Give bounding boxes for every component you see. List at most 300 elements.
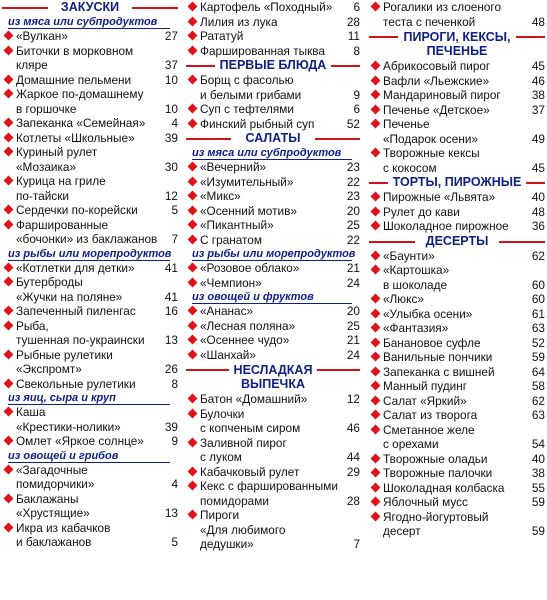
red-diamond-bullet-icon xyxy=(4,522,14,532)
recipe-entry[interactable] xyxy=(2,73,178,88)
recipe-entry[interactable] xyxy=(2,218,178,247)
red-diamond-bullet-icon xyxy=(188,277,198,287)
recipe-name: «Вечерний» xyxy=(200,160,267,174)
red-diamond-bullet-icon xyxy=(188,220,198,230)
subsection-heading: из мяса или субпродуктов xyxy=(186,146,360,160)
page-number: 7 xyxy=(171,232,178,246)
section-heading xyxy=(186,131,360,146)
recipe-entry[interactable] xyxy=(369,466,545,481)
red-diamond-bullet-icon xyxy=(188,162,198,172)
red-diamond-bullet-icon xyxy=(4,349,14,359)
recipe-entry[interactable] xyxy=(186,160,360,175)
red-diamond-bullet-icon xyxy=(4,378,14,388)
red-diamond-bullet-icon xyxy=(4,74,14,84)
page-number: 30 xyxy=(164,159,178,174)
recipe-entry[interactable] xyxy=(186,15,360,30)
recipe-name: Рыба, тушенная по-украински xyxy=(16,318,145,347)
page-number: 54 xyxy=(531,437,545,451)
recipe-entry[interactable] xyxy=(369,219,545,234)
recipe-entry[interactable] xyxy=(186,29,360,44)
recipe-name: Творожные палочки xyxy=(383,466,493,480)
recipe-entry[interactable] xyxy=(186,465,360,480)
recipe-entry[interactable] xyxy=(369,146,545,175)
recipe-name: «Осенний мотив» xyxy=(200,203,297,218)
red-diamond-bullet-icon xyxy=(188,205,198,215)
page-number: 20 xyxy=(346,203,360,218)
recipe-name: Бутерброды «Жучки на поляне» xyxy=(16,275,123,304)
section-heading xyxy=(369,29,545,59)
page-number: 39 xyxy=(164,130,178,145)
page-number: 7 xyxy=(353,537,360,551)
recipe-entry[interactable] xyxy=(2,145,178,174)
recipe-name: Рулет до кави xyxy=(383,204,460,219)
recipe-entry[interactable] xyxy=(369,205,545,220)
heading-rule-left xyxy=(2,7,48,9)
red-diamond-bullet-icon xyxy=(188,335,198,345)
recipe-entry[interactable] xyxy=(369,394,545,409)
recipe-name: Суп с тефтелями xyxy=(200,102,294,116)
recipe-entry[interactable] xyxy=(369,423,545,452)
recipe-name: Творожные оладьи xyxy=(383,451,488,466)
recipe-entry[interactable] xyxy=(186,304,360,319)
red-diamond-bullet-icon xyxy=(371,424,381,434)
red-diamond-bullet-icon xyxy=(371,366,381,376)
subsection-heading: из рыбы или морепродуктов xyxy=(186,247,360,261)
page-number: 21 xyxy=(346,261,360,275)
recipe-entry[interactable] xyxy=(369,117,545,146)
red-diamond-bullet-icon xyxy=(371,250,381,260)
recipe-name: Творожные кексы с кокосом xyxy=(383,146,480,175)
recipe-entry[interactable] xyxy=(186,73,360,102)
recipe-entry[interactable] xyxy=(2,319,178,348)
red-diamond-bullet-icon xyxy=(371,104,381,114)
recipe-name: Пирожные «Львята» xyxy=(383,190,496,204)
recipe-name: «Картошка» в шоколаде xyxy=(383,263,450,292)
recipe-entry[interactable] xyxy=(2,87,178,116)
page-number: 41 xyxy=(164,260,178,275)
recipe-entry[interactable] xyxy=(369,103,545,118)
red-diamond-bullet-icon xyxy=(188,191,198,201)
red-diamond-bullet-icon xyxy=(188,510,198,520)
red-diamond-bullet-icon xyxy=(4,320,14,330)
recipe-entry[interactable] xyxy=(369,510,545,539)
page-number: 62 xyxy=(531,248,545,263)
page-number: 52 xyxy=(346,116,360,131)
page-number: 48 xyxy=(531,14,545,29)
page-number: 4 xyxy=(171,477,178,491)
recipe-entry[interactable] xyxy=(369,59,545,74)
recipe-name: Домашние пельмени xyxy=(16,72,132,87)
recipe-name: Рататуй xyxy=(200,29,244,43)
recipe-name: Баклажаны «Хрустящие» xyxy=(16,491,90,520)
recipe-entry[interactable] xyxy=(369,379,545,394)
section-heading xyxy=(369,175,545,190)
red-diamond-bullet-icon xyxy=(4,89,14,99)
red-diamond-bullet-icon xyxy=(371,381,381,391)
index-column-1 xyxy=(2,0,178,550)
heading-rule-left xyxy=(186,138,231,140)
recipe-entry[interactable] xyxy=(2,44,178,73)
recipe-entry[interactable] xyxy=(186,0,360,15)
red-diamond-bullet-icon xyxy=(4,262,14,272)
red-diamond-bullet-icon xyxy=(4,436,14,446)
recipe-entry[interactable] xyxy=(186,508,360,552)
recipe-name: Фаршированные «бочонки» из баклажанов xyxy=(16,217,158,246)
recipe-name: Булочки с копченым сиром xyxy=(200,406,301,435)
red-diamond-bullet-icon xyxy=(4,45,14,55)
recipe-name: «Вулкан» xyxy=(16,29,68,43)
recipe-name: Запеканка с вишней xyxy=(383,364,495,379)
recipe-name: Каша «Крестики-нолики» xyxy=(16,405,121,434)
page-number: 28 xyxy=(346,14,360,29)
recipe-name: Запеченный пиленгас xyxy=(16,304,136,318)
page-number: 24 xyxy=(346,347,360,362)
recipe-name: «Ананас» xyxy=(200,304,254,318)
recipe-entry[interactable] xyxy=(2,131,178,146)
page-number: 6 xyxy=(353,102,360,116)
red-diamond-bullet-icon xyxy=(371,497,381,507)
recipe-entry[interactable] xyxy=(2,261,178,276)
page-number: 12 xyxy=(346,392,360,406)
red-diamond-bullet-icon xyxy=(4,205,14,215)
page-number: 63 xyxy=(531,408,545,422)
red-diamond-bullet-icon xyxy=(4,132,14,142)
red-diamond-bullet-icon xyxy=(188,349,198,359)
red-diamond-bullet-icon xyxy=(188,2,198,12)
page-number: 46 xyxy=(346,421,360,435)
recipe-name: Икра из кабачков и баклажанов xyxy=(16,520,111,549)
recipe-entry[interactable] xyxy=(186,319,360,334)
section-heading-text: САЛАТЫ xyxy=(241,131,306,145)
red-diamond-bullet-icon xyxy=(371,75,381,85)
recipe-entry[interactable] xyxy=(186,276,360,291)
section-heading xyxy=(2,0,178,15)
recipe-name: Батон «Домашний» xyxy=(200,392,308,406)
red-diamond-bullet-icon xyxy=(371,148,381,158)
recipe-entry[interactable] xyxy=(2,521,178,550)
page-number: 58 xyxy=(531,379,545,393)
recipe-entry[interactable] xyxy=(369,292,545,307)
red-diamond-bullet-icon xyxy=(4,118,14,128)
recipe-entry[interactable] xyxy=(186,204,360,219)
red-diamond-bullet-icon xyxy=(371,308,381,318)
recipe-entry[interactable] xyxy=(2,492,178,521)
page-number: 40 xyxy=(531,190,545,204)
page-number: 26 xyxy=(164,362,178,376)
page-number: 8 xyxy=(353,43,360,58)
recipe-name: «Баунти» xyxy=(383,248,435,263)
heading-rule-right xyxy=(132,7,178,9)
recipe-entry[interactable] xyxy=(369,307,545,322)
recipe-entry[interactable] xyxy=(369,495,545,510)
page-number: 9 xyxy=(171,434,178,448)
page-number: 23 xyxy=(346,189,360,203)
section-heading-text: ПИРОГИ, КЕКСЫ, ПЕЧЕНЬЕ xyxy=(398,30,515,58)
page-number: 25 xyxy=(346,218,360,232)
recipe-name: «Изумительный» xyxy=(200,174,294,189)
recipe-name: Мандариновый пирог xyxy=(383,88,501,102)
recipe-name: Свекольные рулетики xyxy=(16,376,136,391)
recipe-name: С гранатом xyxy=(200,232,262,247)
recipe-name: Манный пудинг xyxy=(383,379,468,393)
page-number: 22 xyxy=(346,232,360,247)
page-number: 55 xyxy=(531,480,545,495)
page-number: 48 xyxy=(531,204,545,219)
red-diamond-bullet-icon xyxy=(188,234,198,244)
page-number: 44 xyxy=(346,450,360,464)
recipe-entry[interactable] xyxy=(186,102,360,117)
recipe-name: Кабачковый рулет xyxy=(200,464,300,479)
recipe-name: Яблочный мусс xyxy=(383,495,468,509)
page-number: 24 xyxy=(346,275,360,290)
recipe-entry[interactable] xyxy=(369,336,545,351)
red-diamond-bullet-icon xyxy=(371,352,381,362)
recipe-entry[interactable] xyxy=(369,452,545,467)
red-diamond-bullet-icon xyxy=(371,265,381,275)
recipe-name: Рыбные рулетики «Экспромт» xyxy=(16,347,113,376)
recipe-entry[interactable] xyxy=(186,348,360,363)
red-diamond-bullet-icon xyxy=(4,219,14,229)
recipe-entry[interactable] xyxy=(186,189,360,204)
recipe-entry[interactable] xyxy=(186,218,360,233)
page-number: 38 xyxy=(531,466,545,480)
recipe-entry[interactable] xyxy=(186,333,360,348)
section-heading xyxy=(186,362,360,392)
red-diamond-bullet-icon xyxy=(188,118,198,128)
page-number: 29 xyxy=(346,464,360,479)
page-number: 59 xyxy=(531,524,545,538)
red-diamond-bullet-icon xyxy=(188,75,198,85)
subsection-heading: из яиц, сыра и круп xyxy=(2,391,178,405)
recipe-entry[interactable] xyxy=(2,463,178,492)
recipe-entry[interactable] xyxy=(369,408,545,423)
recipe-name: Кекс с фаршированными помидорами xyxy=(200,479,338,508)
recipe-name: Ванильные пончики xyxy=(383,350,493,364)
recipe-entry[interactable] xyxy=(186,175,360,190)
recipe-entry[interactable] xyxy=(186,233,360,248)
recipe-entry[interactable] xyxy=(369,190,545,205)
page-number: 12 xyxy=(164,188,178,203)
recipe-name: «Котлетки для детки» xyxy=(16,260,135,275)
page-number: 21 xyxy=(346,333,360,347)
page-number: 10 xyxy=(164,72,178,87)
red-diamond-bullet-icon xyxy=(4,407,14,417)
recipe-entry[interactable] xyxy=(186,261,360,276)
recipe-entry[interactable] xyxy=(186,479,360,508)
recipe-name: «Шанхай» xyxy=(200,347,256,362)
recipe-name: «Микс» xyxy=(200,189,241,203)
index-column-2 xyxy=(186,0,360,552)
red-diamond-bullet-icon xyxy=(371,206,381,216)
page-number: 20 xyxy=(346,304,360,318)
section-heading-text: ТОРТЫ, ПИРОЖНЫЕ xyxy=(388,175,527,189)
page-number: 6 xyxy=(353,0,360,14)
red-diamond-bullet-icon xyxy=(4,147,14,157)
recipe-name: Сердечки по-корейски xyxy=(16,203,138,217)
recipe-entry[interactable] xyxy=(2,275,178,304)
section-heading-text: НЕСЛАДКАЯ ВЫПЕЧКА xyxy=(229,363,318,391)
page-number: 39 xyxy=(164,419,178,434)
recipe-name: Котлеты «Школьные» xyxy=(16,130,135,145)
recipe-name: «Пикантный» xyxy=(200,218,274,232)
subsection-heading: из мяса или субпродуктов xyxy=(2,15,178,29)
red-diamond-bullet-icon xyxy=(371,192,381,202)
page-number: 52 xyxy=(531,335,545,350)
subsection-heading: из овощей и фруктов xyxy=(186,290,360,304)
recipe-name: Печенье «Подарок осени» xyxy=(383,117,479,146)
heading-rule-left xyxy=(369,241,415,243)
recipe-name: Заливной пирог с луком xyxy=(200,435,287,464)
page-number: 25 xyxy=(346,318,360,333)
red-diamond-bullet-icon xyxy=(371,61,381,71)
red-diamond-bullet-icon xyxy=(188,16,198,26)
recipe-name: «Осеннее чудо» xyxy=(200,333,290,347)
page-number: 5 xyxy=(171,203,178,217)
section-heading-text: ПЕРВЫЕ БЛЮДА xyxy=(215,58,332,72)
recipe-name: Печенье «Детское» xyxy=(383,102,490,117)
red-diamond-bullet-icon xyxy=(371,453,381,463)
recipe-name: Салат «Яркий» xyxy=(383,393,467,408)
recipe-entry[interactable] xyxy=(2,405,178,434)
recipe-entry[interactable] xyxy=(369,88,545,103)
page-number: 13 xyxy=(164,506,178,520)
page-number: 45 xyxy=(531,160,545,175)
recipe-name: Картофель «Походный» xyxy=(200,0,333,14)
recipe-entry[interactable] xyxy=(186,407,360,436)
red-diamond-bullet-icon xyxy=(188,31,198,41)
page-number: 5 xyxy=(171,535,178,549)
recipe-entry[interactable] xyxy=(186,44,360,59)
heading-rule-right xyxy=(499,241,545,243)
page-number: 28 xyxy=(346,493,360,508)
red-diamond-bullet-icon xyxy=(4,306,14,316)
red-diamond-bullet-icon xyxy=(188,176,198,186)
page-number: 27 xyxy=(164,29,178,43)
recipe-name: Пироги «Для любимого дедушки» xyxy=(200,508,286,551)
recipe-name: Сметанное желе с орехами xyxy=(383,422,475,451)
recipe-entry[interactable] xyxy=(186,392,360,407)
recipe-name: Рогалики из слоеного теста с печенкой xyxy=(383,0,502,29)
red-diamond-bullet-icon xyxy=(371,511,381,521)
index-column-3 xyxy=(369,0,545,539)
page-number: 60 xyxy=(531,292,545,306)
recipe-name: «Чемпион» xyxy=(200,275,262,290)
recipe-name: «Загадочные помидорчики» xyxy=(16,462,95,491)
red-diamond-bullet-icon xyxy=(371,323,381,333)
page-number: 16 xyxy=(164,304,178,318)
recipe-name: «Улыбка осени» xyxy=(383,306,473,321)
red-diamond-bullet-icon xyxy=(371,468,381,478)
page-number: 11 xyxy=(347,29,360,43)
recipe-entry[interactable] xyxy=(369,74,545,89)
red-diamond-bullet-icon xyxy=(371,337,381,347)
page-number: 62 xyxy=(531,393,545,408)
recipe-entry[interactable] xyxy=(369,263,545,292)
page-number: 22 xyxy=(346,174,360,189)
recipe-entry[interactable] xyxy=(2,174,178,203)
page-number: 60 xyxy=(531,277,545,292)
subsection-heading: из овощей и грибов xyxy=(2,449,178,463)
red-diamond-bullet-icon xyxy=(371,294,381,304)
recipe-name: Жаркое по-домашнему в горшочке xyxy=(16,87,144,116)
recipe-entry[interactable] xyxy=(2,203,178,218)
recipe-name: «Фантазия» xyxy=(383,321,449,335)
red-diamond-bullet-icon xyxy=(371,90,381,100)
recipe-entry[interactable] xyxy=(186,436,360,465)
recipe-entry[interactable] xyxy=(2,377,178,392)
page-number: 46 xyxy=(531,73,545,88)
recipe-entry[interactable] xyxy=(2,29,178,44)
red-diamond-bullet-icon xyxy=(371,395,381,405)
recipe-name: «Розовое облако» xyxy=(200,261,300,275)
page-number: 10 xyxy=(164,101,178,116)
heading-rule-left xyxy=(186,369,231,371)
recipe-entry[interactable] xyxy=(2,304,178,319)
page-number: 38 xyxy=(531,88,545,102)
recipe-name: Омлет «Яркое солнце» xyxy=(16,434,144,448)
recipe-entry[interactable] xyxy=(369,0,545,29)
red-diamond-bullet-icon xyxy=(188,394,198,404)
page-number: 40 xyxy=(531,451,545,466)
heading-rule-right xyxy=(315,369,360,371)
recipe-name: Запеканка «Семейная» xyxy=(16,116,146,130)
page-number: 8 xyxy=(171,376,178,391)
recipe-name: Финский рыбный суп xyxy=(200,116,315,131)
red-diamond-bullet-icon xyxy=(4,277,14,287)
page-number: 36 xyxy=(531,219,545,233)
red-diamond-bullet-icon xyxy=(188,45,198,55)
recipe-entry[interactable] xyxy=(369,249,545,264)
recipe-name: Банановое суфле xyxy=(383,335,481,350)
recipe-entry[interactable] xyxy=(2,348,178,377)
recipe-entry[interactable] xyxy=(369,481,545,496)
recipe-name: Вафли «Льежские» xyxy=(383,73,490,88)
page-number: 63 xyxy=(531,321,545,335)
red-diamond-bullet-icon xyxy=(371,410,381,420)
page-number: 41 xyxy=(164,289,178,304)
page-number: 9 xyxy=(353,87,360,102)
page-number: 13 xyxy=(164,333,178,347)
recipe-name: Куриный рулет «Мозаика» xyxy=(16,145,98,174)
heading-rule-right xyxy=(315,138,360,140)
page-number: 61 xyxy=(531,306,545,321)
page-number: 59 xyxy=(531,350,545,364)
red-diamond-bullet-icon xyxy=(371,2,381,12)
recipe-name: «Люкс» xyxy=(383,292,424,306)
recipe-entry[interactable] xyxy=(2,434,178,449)
recipe-name: Курица на гриле по-тайски xyxy=(16,174,106,203)
page-number: 37 xyxy=(531,102,545,117)
red-diamond-bullet-icon xyxy=(188,306,198,316)
red-diamond-bullet-icon xyxy=(188,466,198,476)
page-number: 64 xyxy=(531,364,545,379)
recipe-name: «Лесная поляна» xyxy=(200,318,296,333)
recipe-entry[interactable] xyxy=(369,321,545,336)
page-number: 23 xyxy=(346,160,360,174)
red-diamond-bullet-icon xyxy=(188,481,198,491)
recipe-name: Биточки в морковном кляре xyxy=(16,43,134,72)
recipe-entry[interactable] xyxy=(369,350,545,365)
recipe-entry[interactable] xyxy=(369,365,545,380)
recipe-name: Лилия из лука xyxy=(200,14,278,29)
recipe-entry[interactable] xyxy=(186,117,360,132)
red-diamond-bullet-icon xyxy=(4,493,14,503)
recipe-entry[interactable] xyxy=(2,116,178,131)
recipe-name: Шоколадное пирожное xyxy=(383,219,509,233)
recipe-name: Салат из творога xyxy=(383,408,478,422)
red-diamond-bullet-icon xyxy=(188,263,198,273)
red-diamond-bullet-icon xyxy=(188,104,198,114)
